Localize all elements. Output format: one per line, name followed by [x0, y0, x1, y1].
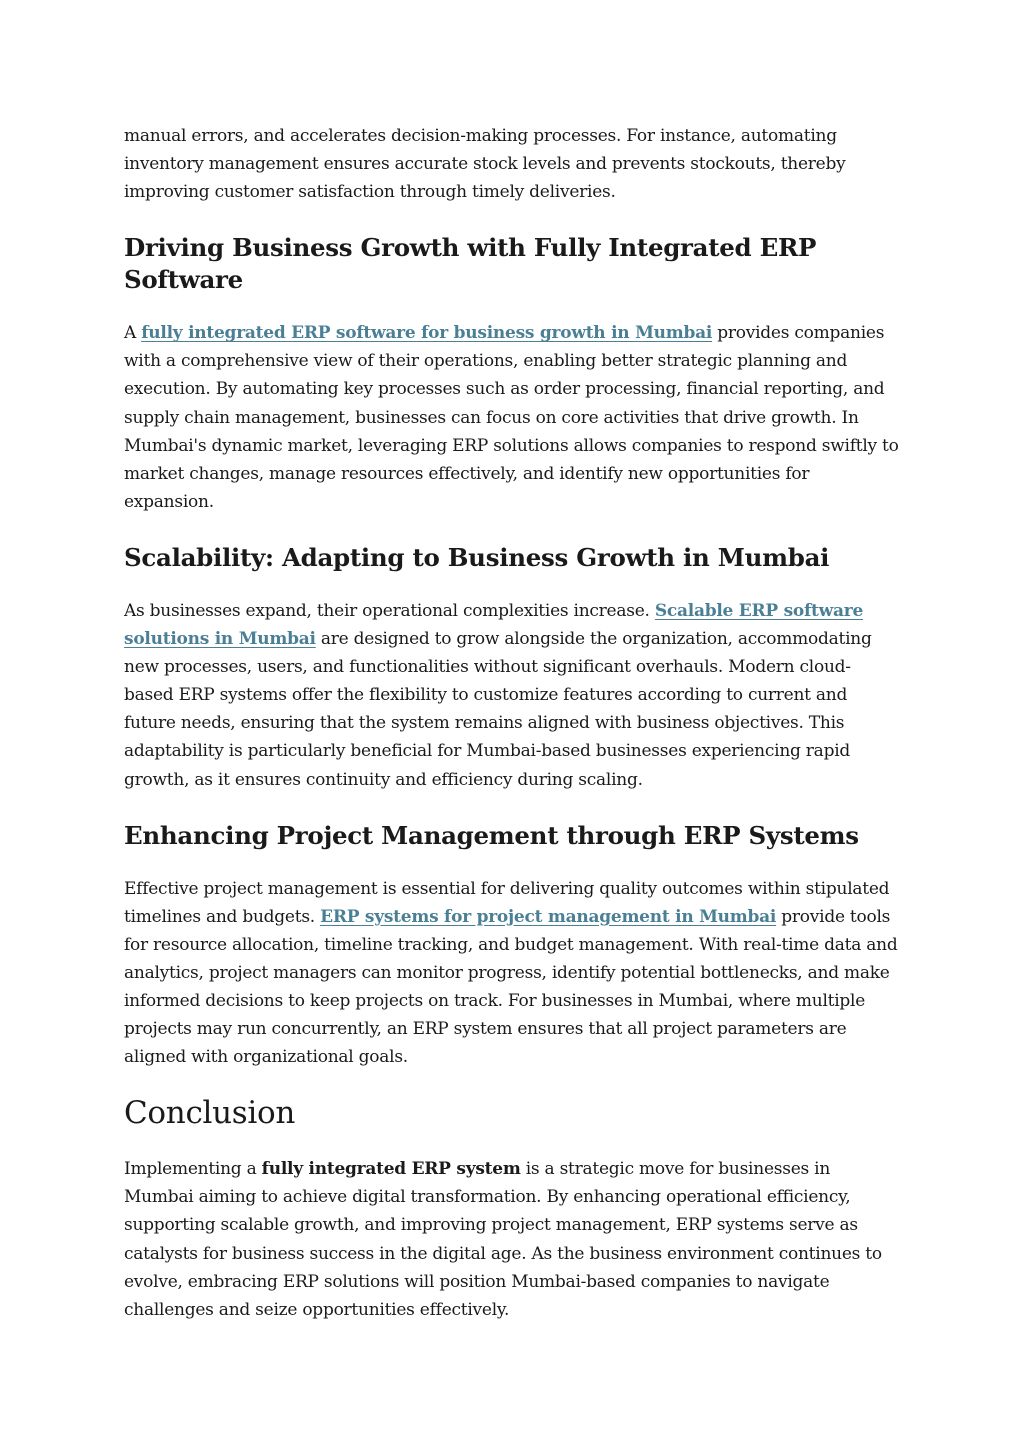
scalability-text-after: are designed to grow alongside the organization, accommodating new processes, users, and functionalities without significant overhauls. Modern cloud-based ERP systems offer the flexibility to customize features according to current and future needs, ensuring that the system remains aligned with business objectives. This adaptability is particularly beneficial for Mumbai-based businesses experiencing rapid growth, as it ensures continuity and efficiency during scaling.: [124, 629, 872, 790]
scalability-text-before: As businesses expand, their operational complexities increase.: [124, 600, 655, 621]
conclusion-text-after: is a strategic move for businesses in Mumbai aiming to achieve digital transformation. By enhancing operational efficiency, supporting scalable growth, and improving project management, ERP systems serve as catalysts for business success in the digital age. As the business environment continues to evolve, embracing ERP solutions will position Mumbai-based companies to navigate challenges and seize opportunities effectively.: [124, 1159, 882, 1320]
scalability-paragraph: [124, 597, 899, 794]
conclusion-text-before: Implementing a: [124, 1159, 262, 1180]
conclusion-bold-phrase: fully integrated ERP system: [261, 1159, 521, 1180]
heading-project-management: Enhancing Project Management through ERP Systems: [124, 820, 859, 850]
project-text-after: provide tools for resource allocation, timeline tracking, and budget management. With real-time data and analytics, project managers can monitor progress, identify potential bottlenecks, and make informed decisions to keep projects on track. For businesses in Mumbai, where multiple projects may run concurrently, an ERP system ensures that all project parameters are aligned with organizational goals.: [124, 906, 898, 1068]
heading-scalability: Scalability: Adapting to Business Growth in Mumbai: [124, 542, 830, 572]
driving-text-before: A: [124, 323, 142, 344]
intro-paragraph: manual errors, and accelerates decision-making processes. For instance, automating inventory management ensures accurate stock levels and prevents stockouts, thereby improving customer satisfaction through timely deliveries.: [124, 126, 846, 203]
conclusion-paragraph: [124, 1155, 899, 1324]
link-erp-project-management[interactable]: ERP systems for project management in Mumbai: [320, 906, 777, 927]
driving-paragraph: [124, 319, 899, 516]
link-fully-integrated-erp[interactable]: fully integrated ERP software for business growth in Mumbai: [141, 323, 713, 344]
project-text-before: Effective project management is essential for delivering quality outcomes within stipulated timelines and budgets.: [124, 878, 890, 927]
project-paragraph: [124, 875, 899, 1072]
heading-driving-growth: Driving Business Growth with Fully Integrated ERP Software: [124, 233, 817, 295]
document-page: [124, 122, 899, 1324]
heading-conclusion: Conclusion: [124, 1095, 296, 1132]
driving-text-after: provides companies with a comprehensive view of their operations, enabling better strategic planning and execution. By automating key processes such as order processing, financial reporting, and supply chain management, businesses can focus on core activities that drive growth. In Mumbai's dynamic market, leveraging ERP solutions allows companies to respond swiftly to market changes, manage resources effectively, and identify new opportunities for expansion.: [124, 323, 899, 512]
link-scalable-erp[interactable]: Scalable ERP software solutions in Mumbai: [124, 600, 864, 650]
